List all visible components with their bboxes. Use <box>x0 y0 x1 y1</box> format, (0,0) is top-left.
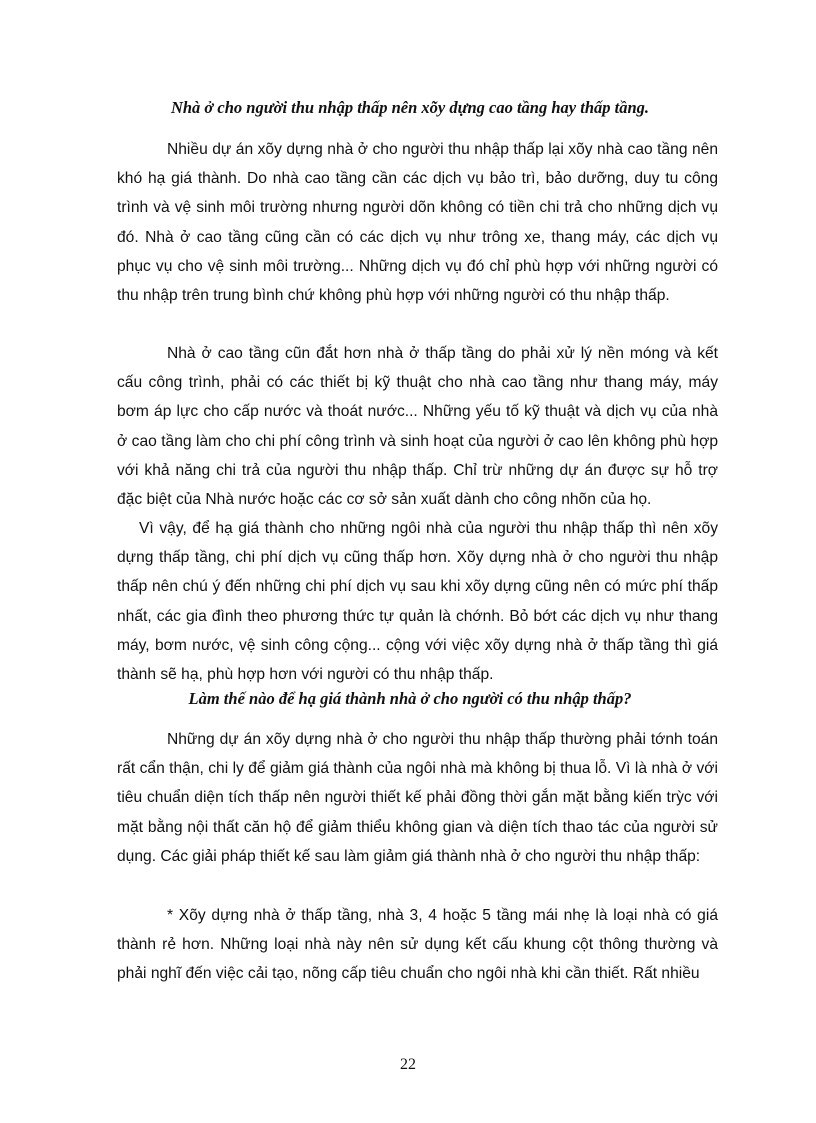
paragraph-4: Những dự án xõy dựng nhà ở cho người thu nhập thấp thường phải tớnh toán rất cẩn thận, chi ly để giảm giá thành của ngôi nhà mà không bị thua lỗ. Vì là nhà ở với tiêu chuẩn diện tích thấp nên người thiết kế phải đồng thời gắn mặt bằng kiến trỳc với mặt bằng nội thất căn hộ để giảm thiểu không gian và diện tích thao tác của người sử dụng. Các giải pháp thiết kế sau làm giảm giá thành nhà ở cho người thu nhập thấp: <box>117 731 718 865</box>
section-heading-2: Làm thế nào để hạ giá thành nhà ở cho người có thu nhập thấp? <box>188 689 632 708</box>
section-heading-1: Nhà ở cho người thu nhập thấp nên xõy dựng cao tầng hay thấp tầng. <box>170 98 650 117</box>
paragraph-2: Nhà ở cao tầng cũn đắt hơn nhà ở thấp tầng do phải xử lý nền móng và kết cấu công trình, phải có các thiết bị kỹ thuật cho nhà cao tầng như thang máy, máy bơm áp lực cho cấp nước và thoát nước... Những yếu tố kỹ thuật và dịch vụ của nhà ở cao tầng làm cho chi phí công trình và sinh hoạt của người ở cao lên không phù hợp với khả năng chi trả của người thu nhập thấp. Chỉ trừ những dự án được sự hỗ trợ đặc biệt của Nhà nước hoặc các cơ sở sản xuất dành cho công nhõn của họ. <box>117 345 718 509</box>
paragraph-1: Nhiều dự án xõy dựng nhà ở cho người thu nhập thấp lại xõy nhà cao tầng nên khó hạ giá thành. Do nhà cao tầng cần các dịch vụ bảo trì, bảo dưỡng, duy tu công trình và vệ sinh môi trường nhưng người dõn không có tiền chi trả cho những dịch vụ đó. Nhà ở cao tầng cũng cần có các dịch vụ như trông xe, thang máy, các dịch vụ phục vụ cho vệ sinh môi trường... Những dịch vụ đó chỉ phù hợp với những người có thu nhập trên trung bình chứ không phù hợp với những người có thu nhập thấp. <box>117 141 718 305</box>
paragraph-5: * Xõy dựng nhà ở thấp tầng, nhà 3, 4 hoặc 5 tầng mái nhẹ là loại nhà có giá thành rẻ hơn. Những loại nhà này nên sử dụng kết cấu khung cột thông thường và phải nghĩ đến việc cải tạo, nõng cấp tiêu chuẩn cho ngôi nhà khi cần thiết. Rất nhiều <box>117 907 718 983</box>
paragraph-3: Vì vậy, để hạ giá thành cho những ngôi nhà của người thu nhập thấp thì nên xõy dựng thấp tầng, chi phí dịch vụ cũng thấp hơn. Xõy dựng nhà ở cho người thu nhập thấp nên chú ý đến những chi phí dịch vụ sau khi xõy dựng cũng nên có mức phí thấp nhất, các gia đình theo phương thức tự quản là chớnh. Bỏ bớt các dịch vụ như thang máy, bơm nước, vệ sinh công cộng... cộng với việc xõy dựng nhà ở thấp tầng thì giá thành sẽ hạ, phù hợp hơn với người có thu nhập thấp. <box>117 520 718 684</box>
page-number: 22 <box>400 1056 416 1073</box>
